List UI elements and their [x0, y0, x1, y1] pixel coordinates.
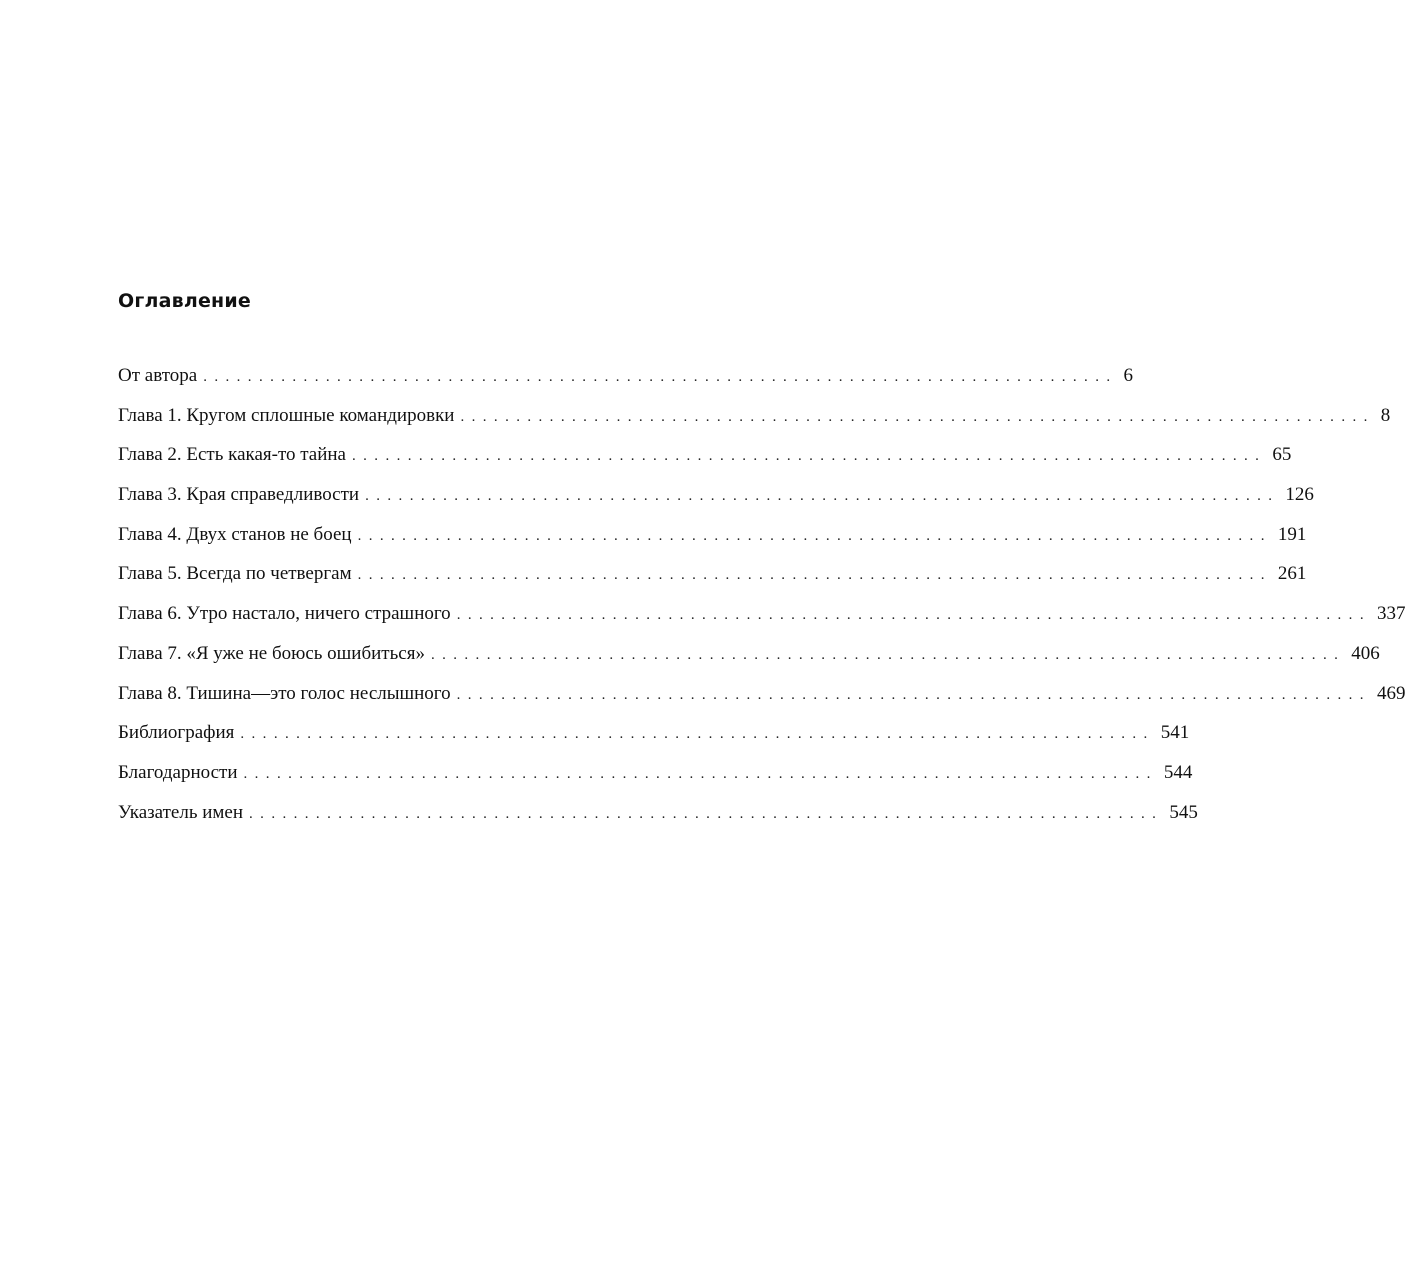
dot-leader: .................................................................................. — [249, 805, 1164, 822]
toc-entry-title: От автора — [118, 365, 198, 386]
toc-entry-title: Глава 4. Двух станов не боец — [118, 523, 352, 545]
dot-leader: .................................................................................. — [460, 408, 1375, 425]
dot-leader: .................................................................................. — [365, 488, 1280, 505]
dot-leader: .................................................................................. — [203, 369, 1118, 385]
toc-entry-chapter-6[interactable] — [118, 603, 1406, 643]
toc-entry-chapter-7[interactable] — [118, 642, 1380, 683]
toc-entry-author-note[interactable] — [118, 365, 1134, 405]
toc-entry-page-number: 541 — [1160, 722, 1190, 744]
dot-leader: .................................................................................. — [357, 527, 1272, 544]
toc-entry-chapter-5[interactable] — [118, 563, 1307, 603]
toc-entry-title: Глава 7. «Я уже не боюсь ошибиться» — [118, 642, 425, 664]
dot-leader: .................................................................................. — [456, 686, 1371, 703]
toc-entry-title: Указатель имен — [118, 801, 244, 823]
toc-entry-page-number: 126 — [1285, 484, 1314, 506]
toc-entry-chapter-4[interactable] — [118, 523, 1307, 564]
toc-entry-chapter-8[interactable] — [118, 682, 1406, 723]
toc-entry-title: Глава 6. Утро настало, ничего страшного — [118, 603, 451, 625]
toc-entry-page-number: 261 — [1277, 563, 1307, 585]
toc-entry-title: Глава 8. Тишина—это голос неслышного — [118, 682, 451, 704]
toc-entry-title: Глава 2. Есть какая-то тайна — [118, 444, 346, 466]
table-of-contents — [118, 365, 1406, 841]
toc-entry-title: Глава 3. Края справедливости — [118, 484, 360, 506]
toc-entry-page-number: 191 — [1277, 523, 1307, 545]
dot-leader: .................................................................................. — [357, 567, 1272, 584]
toc-entry-acknowledgements[interactable] — [118, 761, 1193, 802]
toc-entry-page-number: 6 — [1123, 365, 1134, 386]
toc-entry-title: Благодарности — [118, 761, 238, 783]
dot-leader: .................................................................................. — [430, 646, 1346, 663]
toc-entry-page-number: 8 — [1380, 404, 1391, 426]
toc-entry-page-number: 545 — [1169, 801, 1198, 823]
page-title: Оглавление — [118, 290, 251, 312]
toc-entry-bibliography[interactable] — [118, 722, 1190, 762]
dot-leader: .................................................................................. — [243, 765, 1158, 782]
toc-entry-page-number: 469 — [1376, 682, 1406, 704]
toc-entry-page-number: 544 — [1163, 761, 1193, 783]
toc-entry-title: Библиография — [118, 722, 235, 744]
toc-entry-name-index[interactable] — [118, 801, 1198, 842]
dot-leader: .................................................................................. — [456, 607, 1371, 624]
toc-entry-chapter-2[interactable] — [118, 444, 1292, 484]
toc-entry-title: Глава 5. Всегда по четвергам — [118, 563, 352, 585]
dot-leader: .................................................................................. — [240, 726, 1155, 743]
toc-entry-page-number: 337 — [1377, 603, 1406, 625]
toc-entry-chapter-3[interactable] — [118, 484, 1314, 524]
toc-entry-chapter-1[interactable] — [118, 404, 1391, 445]
dot-leader: .................................................................................. — [352, 448, 1267, 465]
toc-entry-page-number: 65 — [1272, 444, 1292, 466]
toc-entry-title: Глава 1. Кругом сплошные командировки — [118, 404, 455, 426]
toc-entry-page-number: 406 — [1351, 642, 1380, 664]
